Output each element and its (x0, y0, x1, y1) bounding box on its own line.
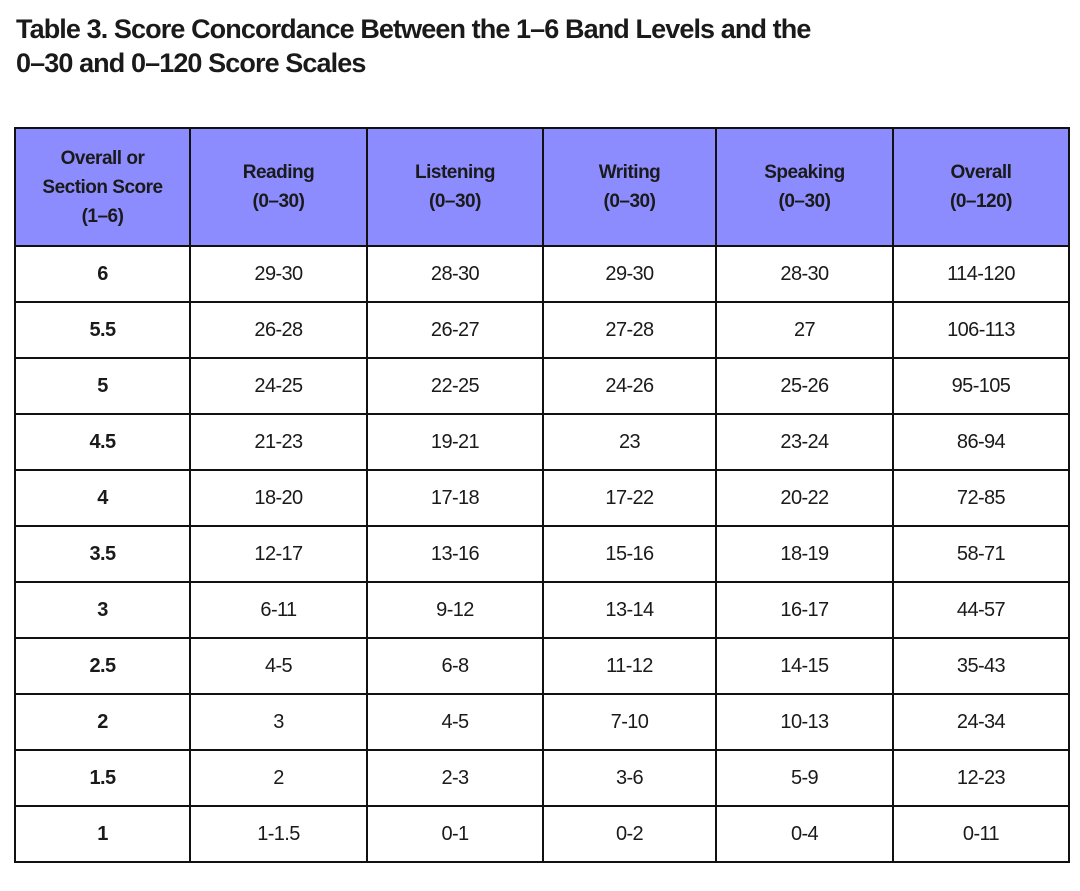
speaking-cell: 14-15 (716, 638, 893, 694)
band-score-cell: 3.5 (15, 526, 190, 582)
band-score-cell: 5 (15, 358, 190, 414)
overall-cell: 44-57 (893, 582, 1069, 638)
table-row (15, 638, 1069, 694)
table-title (16, 12, 1016, 80)
column-header-line: (0–30) (603, 191, 656, 212)
writing-cell: 3-6 (543, 750, 716, 806)
column-header-reading (190, 128, 367, 246)
listening-cell: 6-8 (367, 638, 543, 694)
listening-cell: 13-16 (367, 526, 543, 582)
column-header-line: Listening (415, 162, 495, 183)
listening-cell: 9-12 (367, 582, 543, 638)
table-row (15, 750, 1069, 806)
table-row (15, 582, 1069, 638)
overall-cell: 58-71 (893, 526, 1069, 582)
column-header-band-score (15, 128, 190, 246)
column-header-line: Speaking (764, 162, 845, 183)
overall-cell: 95-105 (893, 358, 1069, 414)
table-row (15, 302, 1069, 358)
column-header-line: Section Score (42, 176, 163, 198)
reading-cell: 12-17 (190, 526, 367, 582)
column-header-line: (0–30) (778, 191, 831, 212)
speaking-cell: 28-30 (716, 246, 893, 302)
table-row (15, 246, 1069, 302)
reading-cell: 3 (190, 694, 367, 750)
writing-cell: 17-22 (543, 470, 716, 526)
column-header-overall (893, 128, 1069, 246)
column-header-listening (367, 128, 543, 246)
header-row (15, 128, 1069, 246)
writing-cell: 29-30 (543, 246, 716, 302)
band-score-cell: 1 (15, 806, 190, 862)
band-score-cell: 3 (15, 582, 190, 638)
speaking-cell: 20-22 (716, 470, 893, 526)
overall-cell: 24-34 (893, 694, 1069, 750)
column-header-line: Overall (950, 162, 1012, 183)
reading-cell: 18-20 (190, 470, 367, 526)
column-header-line: Overall or (60, 147, 145, 169)
reading-cell: 24-25 (190, 358, 367, 414)
overall-cell: 12-23 (893, 750, 1069, 806)
table-row (15, 526, 1069, 582)
band-score-cell: 2 (15, 694, 190, 750)
speaking-cell: 18-19 (716, 526, 893, 582)
reading-cell: 29-30 (190, 246, 367, 302)
reading-cell: 2 (190, 750, 367, 806)
column-header-line: (0–30) (252, 191, 305, 212)
column-header-line: (0–120) (950, 191, 1012, 212)
reading-cell: 26-28 (190, 302, 367, 358)
speaking-cell: 27 (716, 302, 893, 358)
table-header (15, 128, 1069, 246)
column-header-writing (543, 128, 716, 246)
listening-cell: 2-3 (367, 750, 543, 806)
writing-cell: 11-12 (543, 638, 716, 694)
listening-cell: 17-18 (367, 470, 543, 526)
reading-cell: 4-5 (190, 638, 367, 694)
table-row (15, 694, 1069, 750)
writing-cell: 0-2 (543, 806, 716, 862)
listening-cell: 22-25 (367, 358, 543, 414)
table-title-line-2: 0–30 and 0–120 Score Scales (16, 48, 366, 78)
writing-cell: 27-28 (543, 302, 716, 358)
speaking-cell: 25-26 (716, 358, 893, 414)
band-score-cell: 2.5 (15, 638, 190, 694)
table-row (15, 358, 1069, 414)
overall-cell: 114-120 (893, 246, 1069, 302)
writing-cell: 7-10 (543, 694, 716, 750)
column-header-line: (0–30) (429, 191, 481, 212)
listening-cell: 26-27 (367, 302, 543, 358)
table-row (15, 414, 1069, 470)
reading-cell: 6-11 (190, 582, 367, 638)
speaking-cell: 0-4 (716, 806, 893, 862)
table-body (15, 246, 1069, 862)
listening-cell: 0-1 (367, 806, 543, 862)
overall-cell: 86-94 (893, 414, 1069, 470)
overall-cell: 35-43 (893, 638, 1069, 694)
writing-cell: 24-26 (543, 358, 716, 414)
reading-cell: 1-1.5 (190, 806, 367, 862)
band-score-cell: 4 (15, 470, 190, 526)
band-score-cell: 4.5 (15, 414, 190, 470)
listening-cell: 19-21 (367, 414, 543, 470)
reading-cell: 21-23 (190, 414, 367, 470)
band-score-cell: 1.5 (15, 750, 190, 806)
column-header-line: Reading (242, 162, 315, 183)
overall-cell: 106-113 (893, 302, 1069, 358)
table-row (15, 806, 1069, 862)
column-header-line: Writing (598, 162, 661, 183)
score-concordance-table (14, 127, 1070, 863)
speaking-cell: 5-9 (716, 750, 893, 806)
speaking-cell: 10-13 (716, 694, 893, 750)
table-row (15, 470, 1069, 526)
overall-cell: 0-11 (893, 806, 1069, 862)
writing-cell: 13-14 (543, 582, 716, 638)
speaking-cell: 23-24 (716, 414, 893, 470)
column-header-line: (1–6) (81, 205, 124, 227)
table-title-line-1: Table 3. Score Concordance Between the 1–6 Band Levels and the (16, 14, 811, 44)
speaking-cell: 16-17 (716, 582, 893, 638)
listening-cell: 28-30 (367, 246, 543, 302)
overall-cell: 72-85 (893, 470, 1069, 526)
listening-cell: 4-5 (367, 694, 543, 750)
writing-cell: 23 (543, 414, 716, 470)
band-score-cell: 5.5 (15, 302, 190, 358)
writing-cell: 15-16 (543, 526, 716, 582)
band-score-cell: 6 (15, 246, 190, 302)
column-header-speaking (716, 128, 893, 246)
